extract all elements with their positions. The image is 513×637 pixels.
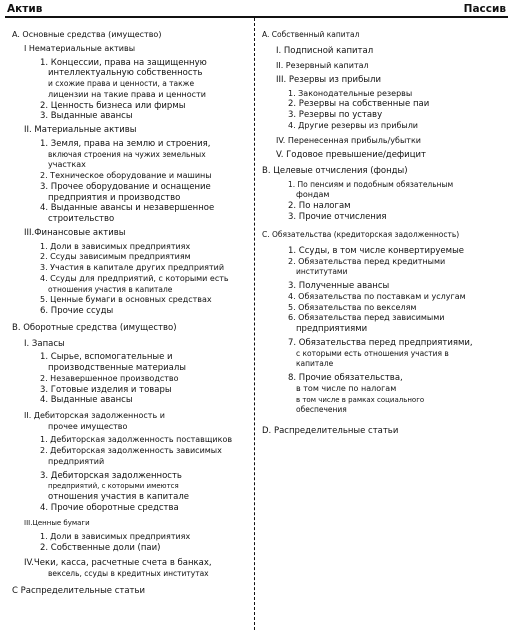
liability-line: институтами [296, 267, 348, 277]
header-left-title: Актив [7, 3, 43, 15]
asset-line: III.Финансовые активы [24, 227, 126, 238]
asset-line: производственные материалы [48, 363, 186, 374]
liability-line: I. Подписной капитал [276, 45, 374, 56]
asset-line: 2. Незавершенное производство [40, 373, 179, 383]
column-divider [254, 18, 255, 630]
liability-line: 1. По пенсиям и подобным обязательным [288, 179, 454, 189]
asset-line: 2. Собственные доли (паи) [40, 542, 161, 553]
asset-line: C Распределительные статьи [12, 586, 146, 597]
liability-line: 3. Резервы по уставу [288, 110, 383, 121]
asset-line: строительство [48, 214, 115, 224]
header-right-title: Пассив [463, 3, 506, 15]
asset-line: II. Материальные активы [24, 125, 137, 136]
liability-line: 5. Обязательства по векселям [288, 302, 417, 312]
asset-line: лицензии на такие права и ценности [48, 89, 206, 99]
liability-line: 1. Законодательные резервы [288, 88, 413, 98]
asset-line: 2. Ценность бизнеса или фирмы [40, 100, 186, 111]
asset-line: 1. Дебиторская задолженность поставщиков [40, 435, 233, 445]
liability-line: 1. Ссуды, в том числе конвертируемые [288, 245, 465, 256]
liability-line: V. Годовое превышение/дефицит [276, 150, 426, 161]
asset-line: 2. Техническое оборудование и машины [40, 171, 212, 181]
asset-line: 6. Прочие ссуды [40, 306, 114, 316]
liability-line: D. Распределительные статьи [262, 425, 399, 436]
asset-line: 1. Земля, права на землю и строения, [40, 139, 211, 150]
liability-line: II. Резервный капитал [276, 61, 369, 70]
liability-line: C. Обязательства (кредиторская задолженность) [262, 230, 460, 240]
liability-line: A. Собственный капитал [262, 30, 360, 39]
liabilities-column [262, 30, 507, 436]
asset-line: 3. Участия в капитале других предприятий [40, 263, 225, 273]
asset-line: отношения участия в капитале [48, 492, 189, 503]
asset-line: I Нематериальные активы [24, 43, 136, 53]
liability-line: 3. Прочие отчисления [288, 211, 387, 222]
asset-line: 3. Прочее оборудование и оснащение [40, 181, 211, 192]
liability-line: 6. Обязательства перед зависимыми [288, 313, 445, 323]
liability-line: капитале [296, 359, 334, 369]
asset-line: 4. Выданные авансы [40, 395, 133, 406]
asset-line: 2. Ссуды зависимым предприятиям [40, 252, 191, 262]
liability-line: IV. Перенесенная прибыль/убытки [276, 136, 421, 146]
asset-line: участках [48, 160, 86, 170]
liability-line: 4. Другие резервы из прибыли [288, 120, 418, 130]
liability-line: в том числе по налогам [296, 383, 397, 393]
liability-line: 2. Резервы на собственные паи [288, 99, 430, 110]
asset-line: предприятий [48, 456, 105, 466]
asset-line: 3. Готовые изделия и товары [40, 384, 172, 395]
asset-line: III.Ценные бумаги [24, 519, 90, 528]
asset-line: предприятий, с которыми имеются [48, 482, 179, 491]
asset-line: прочее имущество [48, 421, 128, 431]
liability-line: 3. Полученные авансы [288, 281, 390, 292]
liability-line: 7. Обязательства перед предприятиями, [288, 337, 473, 348]
asset-line: 1. Доли в зависимых предприятиях [40, 532, 191, 542]
asset-line: 3. Выданные авансы [40, 111, 133, 122]
asset-line: 1. Доли в зависимых предприятиях [40, 241, 191, 251]
asset-line: интеллектуальную собственность [48, 68, 203, 79]
liability-line: 2. По налогам [288, 201, 351, 212]
asset-line: B. Оборотные средства (имущество) [12, 323, 177, 334]
asset-line: I. Запасы [24, 338, 65, 349]
asset-line: 1. Сырье, вспомогательные и [40, 352, 173, 363]
liability-line: с которыми есть отношения участия в [296, 348, 449, 358]
asset-line: 2. Дебиторская задолженность зависимых [40, 446, 222, 456]
asset-line: предприятия и производство [48, 192, 181, 203]
asset-line: 4. Выданные авансы и незавершенное [40, 203, 215, 214]
asset-line: и схожие права и ценности, а также [48, 79, 195, 89]
asset-line: A. Основные средства (имущество) [12, 30, 162, 39]
liability-line: 2. Обязательства перед кредитными [288, 256, 446, 266]
asset-line: отношения участия в капитале [48, 284, 173, 294]
asset-line: 1. Концессии, права на защищенную [40, 57, 207, 68]
assets-column [12, 30, 250, 597]
liability-line: 8. Прочие обязательства, [288, 373, 403, 384]
asset-line: 3. Дебиторская задолженность [40, 470, 182, 481]
liability-line: в том числе в рамках социального [296, 395, 425, 404]
liability-line: предприятиями [296, 324, 368, 335]
asset-line: включая строения на чужих земельных [48, 149, 206, 159]
liability-line: B. Целевые отчисления (фонды) [262, 165, 408, 176]
asset-line: IV.Чеки, касса, расчетные счета в банках, [24, 558, 212, 569]
asset-line: 5. Ценные бумаги в основных средствах [40, 295, 212, 305]
asset-line: II. Дебиторская задолженность и [24, 410, 165, 420]
liability-line: обеспечения [296, 405, 347, 415]
asset-line: 4. Прочие оборотные средства [40, 502, 179, 513]
asset-line: 4. Ссуды для предприятий, с которыми есть [40, 273, 229, 283]
liability-line: III. Резервы из прибыли [276, 74, 381, 85]
liability-line: фондам [296, 190, 330, 200]
header-rule [5, 16, 508, 18]
liability-line: 4. Обязательства по поставкам и услугам [288, 291, 466, 301]
asset-line: вексель, ссуды в кредитных институтах [48, 569, 209, 579]
